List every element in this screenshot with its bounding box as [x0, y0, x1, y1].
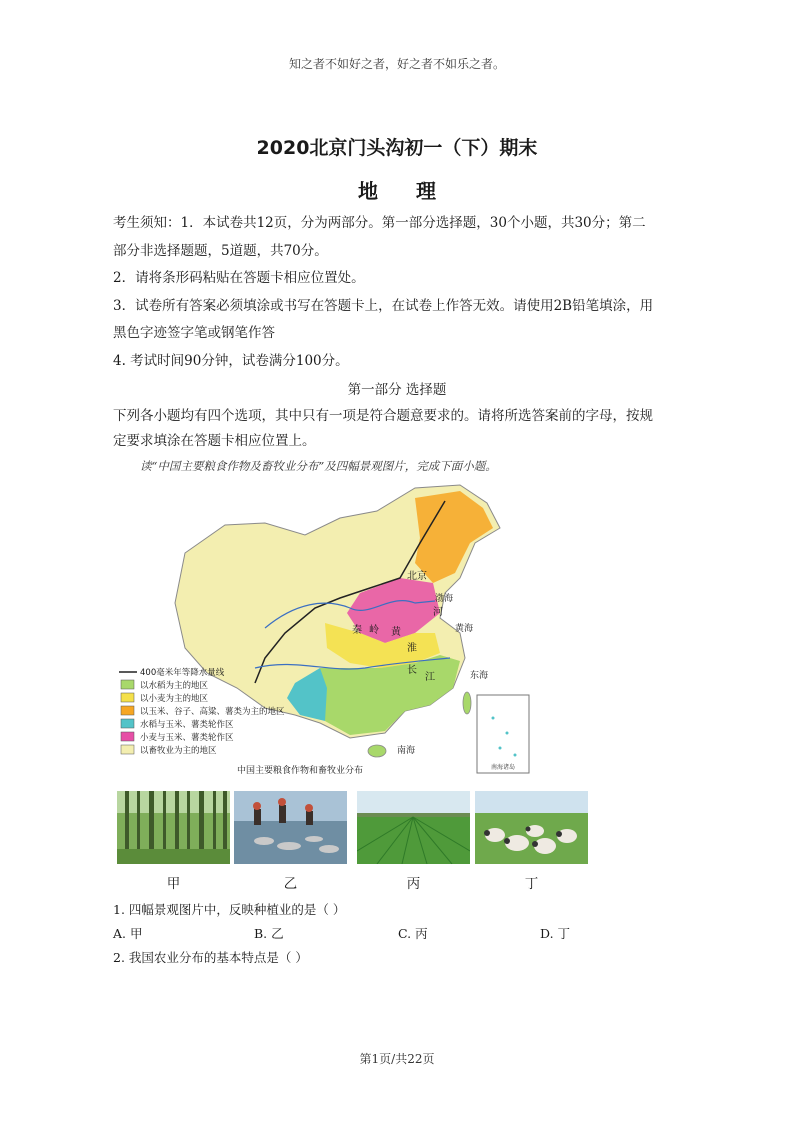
label-huanghai: 黄海 — [455, 624, 474, 634]
label-huai: 淮 — [407, 643, 417, 654]
china-agriculture-map — [115, 483, 533, 778]
question-1-option-c: C. 丙 — [398, 926, 428, 941]
candidate-notice — [113, 210, 688, 375]
section-instruction — [113, 404, 688, 454]
instruction-line: 下列各小题均有四个选项，其中只有一项是符合题意要求的。请将所选答案前的字母，按规 — [113, 408, 653, 424]
legend-label: 以水稻为主的地区 — [140, 681, 209, 691]
question-1-stem: 1. 四幅景观图片中，反映种植业的是（ ） — [113, 902, 346, 917]
page-number: 第1页/共22页 — [359, 1052, 435, 1066]
photo-sheep — [475, 791, 588, 864]
question-1-option-d: D. 丁 — [540, 926, 571, 941]
photo-farmland — [357, 791, 470, 864]
photo-forest — [117, 791, 230, 864]
label-donghai: 东海 — [470, 671, 489, 681]
exam-subject: 地理 — [358, 179, 474, 203]
label-huang: 黄 — [391, 627, 401, 638]
legend-label: 以玉米、谷子、高粱、薯类为主的地区 — [140, 707, 285, 717]
label-ling: 岭 — [369, 625, 379, 636]
legend-label: 400毫米年等降水量线 — [140, 668, 225, 678]
photo-label: 乙 — [283, 876, 298, 892]
question-1-option-a: A. 甲 — [113, 926, 143, 941]
exam-title: 2020北京门头沟初一（下）期末 — [256, 137, 538, 159]
label-jiang: 江 — [425, 672, 435, 683]
label-chang: 长 — [407, 665, 417, 676]
legend-label: 以小麦为主的地区 — [140, 694, 209, 704]
section-title: 第一部分 选择题 — [347, 382, 447, 398]
notice-line: 黑色字迹签字笔或钢笔作答 — [113, 325, 275, 341]
photo-label: 丁 — [524, 876, 539, 892]
label-inset: 南海诸岛 — [490, 764, 516, 771]
question-2-stem: 2. 我国农业分布的基本特点是（ ） — [113, 950, 308, 965]
map-caption: 中国主要粮食作物和畜牧业分布 — [236, 766, 364, 776]
label-qin: 秦 — [352, 625, 362, 636]
notice-line: 考生须知：1．本试卷共12页，分为两部分。第一部分选择题，30个小题，共30分；第二 — [113, 215, 646, 231]
photo-fishing — [234, 791, 347, 864]
legend-label: 水稻与玉米、薯类轮作区 — [140, 720, 234, 730]
label-he: 河 — [433, 607, 443, 618]
legend-label: 小麦与玉米、薯类轮作区 — [140, 733, 234, 743]
instruction-line: 定要求填涂在答题卡相应位置上。 — [113, 433, 316, 449]
notice-line: 部分非选择题题，5道题，共70分。 — [113, 242, 328, 259]
legend-label: 以畜牧业为主的地区 — [140, 746, 217, 756]
photo-label: 甲 — [166, 876, 181, 892]
reading-prompt: 读“中国主要粮食作物及畜牧业分布”及四幅景观图片，完成下面小题。 — [140, 459, 497, 473]
notice-line: 4. 考试时间90分钟，试卷满分100分。 — [113, 352, 349, 369]
label-nanhai: 南海 — [397, 746, 416, 756]
photo-label: 丙 — [406, 876, 421, 892]
header-motto: 知之者不如好之者，好之者不如乐之者。 — [288, 57, 505, 71]
label-beijing: 北京 — [407, 571, 427, 582]
notice-line: 3．试卷所有答案必须填涂或书写在答题卡上，在试卷上作答无效。请使用2B铅笔填涂，用 — [113, 297, 654, 314]
label-bohai: 渤海 — [435, 594, 454, 604]
notice-line: 2．请将条形码粘贴在答题卡相应位置处。 — [113, 270, 365, 286]
question-1-option-b: B. 乙 — [254, 926, 284, 941]
